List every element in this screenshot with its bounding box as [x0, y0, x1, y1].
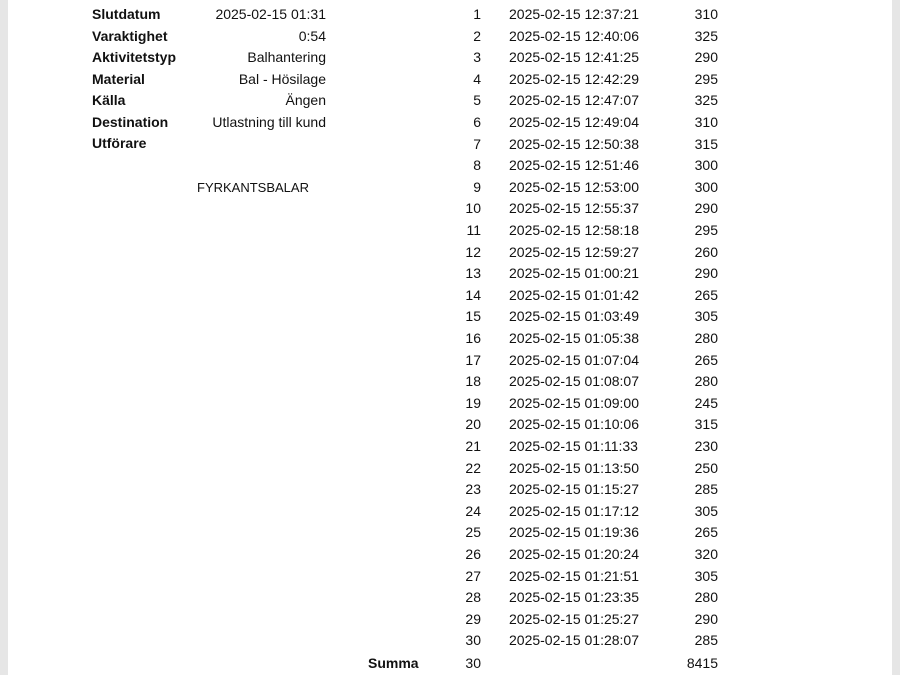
- info-value-slutdatum: 2025-02-15 01:31: [215, 6, 326, 22]
- row-timestamp: 2025-02-15 01:07:04: [509, 351, 639, 368]
- row-value: 325: [694, 27, 718, 44]
- row-timestamp: 2025-02-15 01:08:07: [509, 373, 639, 390]
- row-index: 3: [473, 49, 481, 66]
- row-index: 28: [465, 589, 481, 606]
- info-label-destination: Destination: [92, 114, 169, 130]
- row-timestamp: 2025-02-15 01:01:42: [509, 286, 639, 303]
- row-value: 290: [694, 49, 718, 66]
- table-row: [8, 524, 892, 545]
- info-value-varaktighet: 0:54: [298, 28, 326, 44]
- row-index: 13: [465, 265, 481, 282]
- info-label-utforare: Utförare: [92, 135, 147, 151]
- row-timestamp: 2025-02-15 01:25:27: [509, 610, 639, 627]
- table-row: [8, 28, 892, 49]
- table-row: [8, 438, 892, 459]
- row-value: 250: [694, 459, 718, 476]
- row-timestamp: 2025-02-15 01:15:27: [509, 481, 639, 498]
- document-page: [8, 0, 892, 675]
- row-index: 20: [465, 416, 481, 433]
- info-value-aktivitetstyp: Balhantering: [247, 49, 326, 65]
- row-timestamp: 2025-02-15 01:00:21: [509, 265, 639, 282]
- table-row: [8, 200, 892, 221]
- table-row: [8, 49, 892, 70]
- row-value: 305: [694, 308, 718, 325]
- row-index: 21: [465, 438, 481, 454]
- row-value: 305: [694, 502, 718, 519]
- info-label-slutdatum: Slutdatum: [92, 6, 161, 22]
- table-row: [8, 330, 892, 351]
- table-row: [8, 287, 892, 308]
- table-row: [8, 373, 892, 394]
- row-timestamp: 2025-02-15 12:59:27: [509, 243, 639, 260]
- table-row: [8, 503, 892, 524]
- row-index: 17: [465, 351, 481, 368]
- info-value-material: Bal - Hösilage: [238, 71, 326, 87]
- table-row: [8, 632, 892, 653]
- row-index: 25: [465, 524, 481, 541]
- row-timestamp: 2025-02-15 12:50:38: [509, 135, 639, 152]
- row-timestamp: 2025-02-15 01:09:00: [509, 394, 639, 411]
- row-timestamp: 2025-02-15 12:40:06: [509, 27, 639, 44]
- table-row: [8, 179, 892, 200]
- row-index: 24: [465, 502, 481, 519]
- row-value: 285: [694, 481, 718, 498]
- table-row: [8, 157, 892, 178]
- row-index: 26: [465, 546, 481, 562]
- row-index: 9: [473, 178, 481, 195]
- row-index: 22: [465, 459, 481, 476]
- summary-label: Summa: [368, 655, 419, 671]
- row-index: 4: [473, 70, 481, 87]
- row-timestamp: 2025-02-15 01:13:50: [509, 459, 639, 476]
- row-value: 325: [694, 92, 718, 109]
- info-label-kalla: Källa: [92, 92, 126, 108]
- row-value: 265: [694, 351, 718, 368]
- row-timestamp: 2025-02-15 01:03:49: [509, 308, 639, 325]
- row-timestamp: 2025-02-15 12:53:00: [509, 178, 639, 195]
- row-value: 280: [694, 373, 718, 390]
- table-row: [8, 136, 892, 157]
- table-row: [8, 481, 892, 502]
- row-timestamp: 2025-02-15 12:58:18: [509, 222, 639, 238]
- row-value: 280: [694, 330, 718, 346]
- row-timestamp: 2025-02-15 01:11:33: [509, 438, 638, 454]
- row-index: 2: [473, 27, 481, 44]
- table-row: [8, 589, 892, 610]
- row-timestamp: 2025-02-15 12:47:07: [509, 92, 639, 109]
- row-index: 29: [465, 610, 481, 627]
- info-value-destination: Utlastning till kund: [212, 114, 326, 130]
- note-text: FYRKANTSBALAR: [197, 180, 309, 195]
- row-timestamp: 2025-02-15 01:28:07: [509, 632, 639, 649]
- row-timestamp: 2025-02-15 01:17:12: [509, 502, 639, 519]
- summary-total: 8415: [686, 655, 718, 671]
- row-value: 290: [694, 265, 718, 282]
- row-value: 305: [694, 567, 718, 584]
- row-timestamp: 2025-02-15 12:51:46: [509, 157, 639, 174]
- table-row: [8, 416, 892, 437]
- row-timestamp: 2025-02-15 12:42:29: [509, 70, 639, 87]
- table-row: [8, 265, 892, 286]
- table-row: [8, 611, 892, 632]
- info-label-material: Material: [92, 71, 145, 87]
- table-row: [8, 568, 892, 589]
- row-timestamp: 2025-02-15 12:41:25: [509, 49, 639, 66]
- row-value: 295: [694, 70, 718, 87]
- row-index: 6: [473, 114, 481, 130]
- row-value: 260: [694, 243, 718, 260]
- info-label-aktivitetstyp: Aktivitetstyp: [92, 49, 177, 65]
- row-index: 14: [465, 286, 481, 303]
- row-value: 230: [694, 438, 718, 454]
- row-index: 30: [465, 632, 481, 649]
- table-row: [8, 222, 892, 243]
- row-value: 315: [694, 416, 718, 433]
- table-row: [8, 114, 892, 135]
- row-index: 7: [473, 135, 481, 152]
- row-value: 245: [694, 394, 718, 411]
- row-value: 315: [694, 135, 718, 152]
- row-timestamp: 2025-02-15 01:19:36: [509, 524, 639, 541]
- row-timestamp: 2025-02-15 01:21:51: [509, 567, 639, 584]
- row-value: 265: [694, 286, 718, 303]
- row-value: 300: [694, 178, 718, 195]
- row-value: 320: [694, 546, 718, 562]
- table-row: [8, 244, 892, 265]
- row-timestamp: 2025-02-15 01:20:24: [509, 546, 639, 562]
- row-timestamp: 2025-02-15 12:37:21: [509, 6, 639, 22]
- row-index: 19: [465, 394, 481, 411]
- table-row: [8, 6, 892, 27]
- table-row: [8, 460, 892, 481]
- row-index: 10: [465, 200, 481, 217]
- row-value: 300: [694, 157, 718, 174]
- row-value: 295: [694, 222, 718, 238]
- row-index: 18: [465, 373, 481, 390]
- row-value: 290: [694, 200, 718, 217]
- row-value: 310: [694, 114, 718, 130]
- row-timestamp: 2025-02-15 12:55:37: [509, 200, 639, 217]
- row-index: 23: [465, 481, 481, 498]
- row-value: 310: [694, 6, 718, 22]
- table-row: [8, 395, 892, 416]
- table-row: [8, 546, 892, 567]
- row-index: 11: [466, 222, 481, 238]
- row-value: 285: [694, 632, 718, 649]
- summary-count: 30: [465, 655, 481, 671]
- row-timestamp: 2025-02-15 12:49:04: [509, 114, 639, 130]
- row-value: 265: [694, 524, 718, 541]
- row-index: 27: [465, 567, 481, 584]
- table-row: [8, 308, 892, 329]
- info-label-varaktighet: Varaktighet: [92, 28, 168, 44]
- row-index: 12: [465, 243, 481, 260]
- row-index: 8: [473, 157, 481, 174]
- row-index: 15: [465, 308, 481, 325]
- table-row: [8, 71, 892, 92]
- row-value: 280: [694, 589, 718, 606]
- info-value-kalla: Ängen: [285, 92, 326, 108]
- bale-table: [8, 0, 892, 675]
- row-timestamp: 2025-02-15 01:10:06: [509, 416, 639, 433]
- row-timestamp: 2025-02-15 01:05:38: [509, 330, 639, 346]
- row-index: 5: [473, 92, 481, 109]
- row-index: 1: [473, 6, 481, 22]
- row-value: 290: [694, 610, 718, 627]
- row-index: 16: [465, 330, 481, 346]
- table-row: [8, 352, 892, 373]
- table-row: [8, 92, 892, 113]
- row-timestamp: 2025-02-15 01:23:35: [509, 589, 639, 606]
